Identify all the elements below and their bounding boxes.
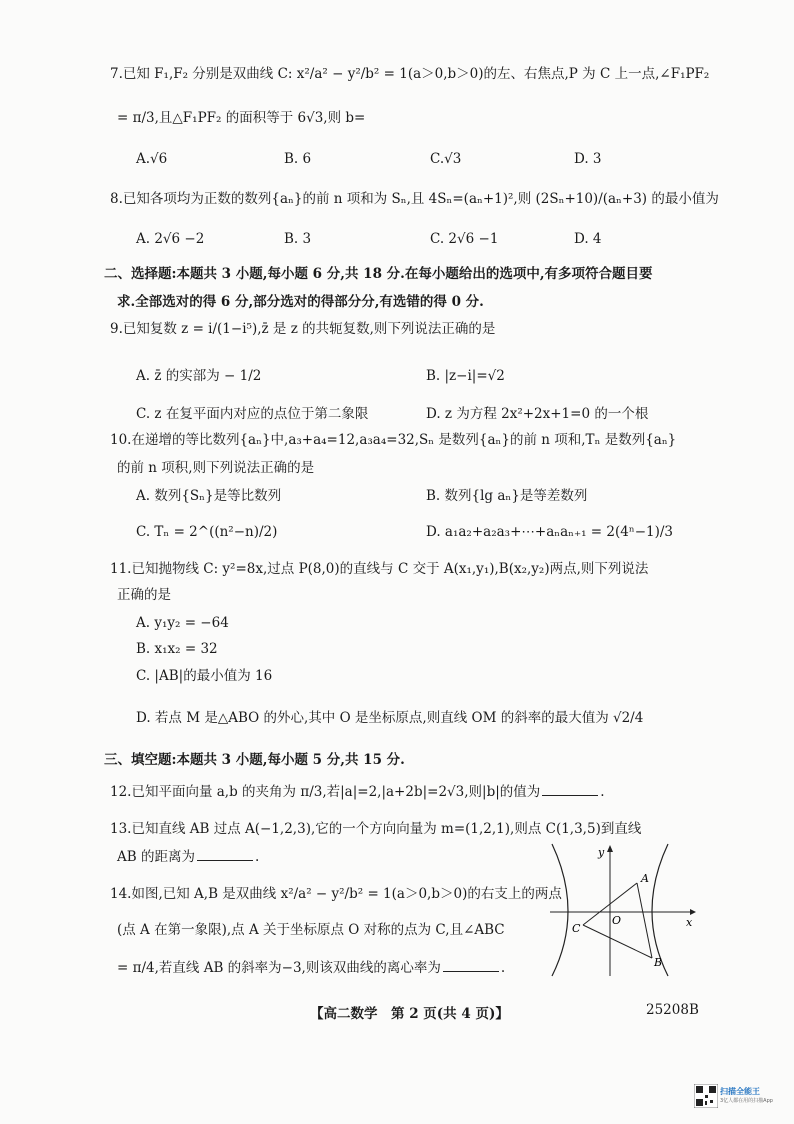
section3-heading: 三、填空题:本题共 3 小题,每小题 5 分,共 15 分. — [104, 752, 405, 768]
q14-line2: (点 A 在第一象限),点 A 关于坐标原点 O 对称的点为 C,且∠ABC — [117, 922, 505, 938]
q8-line1: 8.已知各项均为正数的数列{aₙ}的前 n 项和为 Sₙ,且 4Sₙ=(aₙ+1)²,则 (2Sₙ+10)/(aₙ+3) 的最小值为 — [110, 191, 719, 207]
point-b-label: B — [654, 956, 663, 969]
q11-line2: 正确的是 — [117, 587, 171, 603]
origin-label: O — [612, 914, 622, 927]
q10-option-a: A. 数列{Sₙ}是等比数列 — [136, 488, 282, 504]
q14-line1: 14.如图,已知 A,B 是双曲线 x²/a² − y²/b² = 1(a＞0,b＞0)的右支上的两点 — [110, 886, 562, 902]
q8-option-d: D. 4 — [574, 231, 602, 247]
q14-line3-text: = π/4,若直线 AB 的斜率为−3,则该双曲线的离心率为 — [117, 960, 441, 976]
point-c-label: C — [572, 922, 581, 935]
y-axis-label: y — [598, 846, 605, 859]
q10-option-d: D. a₁a₂+a₂a₃+⋯+aₙaₙ₊₁ = 2(4ⁿ−1)/3 — [426, 524, 674, 540]
q10-option-b: B. 数列{lg aₙ}是等差数列 — [426, 488, 588, 504]
q8-option-a: A. 2√6 −2 — [136, 231, 205, 247]
q7-option-d: D. 3 — [574, 151, 602, 167]
paper-code: 25208B — [646, 1002, 699, 1018]
point-a-label: A — [641, 872, 649, 885]
q11-option-c: C. |AB|的最小值为 16 — [136, 668, 273, 684]
q7-line2: = π/3,且△F₁PF₂ 的面积等于 6√3,则 b= — [117, 110, 366, 126]
x-axis-label: x — [686, 916, 693, 929]
answer-blank — [542, 794, 598, 796]
q11-option-d: D. 若点 M 是△ABO 的外心,其中 O 是坐标原点,则直线 OM 的斜率的最大值为 √2/4 — [136, 710, 644, 726]
q7-option-a: A.√6 — [136, 151, 168, 167]
page-footer: 【高二数学 第 2 页(共 4 页)】 — [310, 1006, 509, 1022]
segment-cb — [583, 925, 652, 958]
qr-code-icon — [694, 1084, 718, 1108]
q9-option-a: A. z̄ 的实部为 − 1/2 — [136, 368, 262, 384]
q8-option-c: C. 2√6 −1 — [430, 231, 499, 247]
q9-line1: 9.已知复数 z = i/(1−i⁵),z̄ 是 z 的共轭复数,则下列说法正确的是 — [110, 321, 496, 337]
scanner-app-badge — [720, 1086, 780, 1108]
q11-option-b: B. x₁x₂ = 32 — [136, 641, 218, 657]
q11-option-a: A. y₁y₂ = −64 — [136, 615, 229, 631]
q13-line1: 13.已知直线 AB 过点 A(−1,2,3),它的一个方向向量为 m=(1,2,1),则点 C(1,3,5)到直线 — [110, 821, 642, 837]
hyperbola-figure — [548, 842, 698, 978]
q12-line: 12.已知平面向量 a,b 的夹角为 π/3,若|a|=2,|a+2b|=2√3,则|b|的值为 . — [110, 784, 605, 800]
scanner-app-title: 扫描全能王 — [720, 1087, 760, 1096]
segment-ab — [637, 883, 652, 958]
q7-option-b: B. 6 — [284, 151, 312, 167]
answer-blank — [443, 970, 499, 972]
q8-option-b: B. 3 — [284, 231, 312, 247]
hyperbola-left-branch — [552, 844, 568, 976]
q10-line2: 的前 n 项积,则下列说法正确的是 — [117, 460, 315, 476]
q12-text: 12.已知平面向量 a,b 的夹角为 π/3,若|a|=2,|a+2b|=2√3,则|b|的值为 — [110, 784, 541, 800]
y-axis-arrow — [607, 845, 613, 852]
q10-line1: 10.在递增的等比数列{aₙ}中,a₃+a₄=12,a₃a₄=32,Sₙ 是数列{aₙ}的前 n 项和,Tₙ 是数列{aₙ} — [110, 432, 677, 448]
x-axis-arrow — [690, 909, 696, 915]
q9-option-c: C. z 在复平面内对应的点位于第二象限 — [136, 406, 369, 422]
q7-line1: 7.已知 F₁,F₂ 分别是双曲线 C: x²/a² − y²/b² = 1(a＞0,b＞0)的左、右焦点,P 为 C 上一点,∠F₁PF₂ — [110, 66, 710, 82]
q9-option-d: D. z 为方程 2x²+2x+1=0 的一个根 — [426, 406, 649, 422]
q14-line3: = π/4,若直线 AB 的斜率为−3,则该双曲线的离心率为 . — [117, 960, 506, 976]
q13-line2: AB 的距离为 . — [117, 849, 260, 865]
q10-option-c: C. Tₙ = 2^((n²−n)/2) — [136, 524, 278, 540]
answer-blank — [197, 859, 253, 861]
q11-line1: 11.已知抛物线 C: y²=8x,过点 P(8,0)的直线与 C 交于 A(x₁,y₁),B(x₂,y₂)两点,则下列说法 — [110, 561, 649, 577]
q13-line2-text: AB 的距离为 — [117, 849, 195, 865]
scanner-app-slogan: 3亿人都在用的扫描App — [720, 1098, 773, 1104]
q7-option-c: C.√3 — [430, 151, 462, 167]
section2-heading-line2: 求.全部选对的得 6 分,部分选对的得部分分,有选错的得 0 分. — [117, 294, 484, 310]
q9-option-b: B. |z−i|=√2 — [426, 368, 505, 384]
section2-heading-line1: 二、选择题:本题共 3 小题,每小题 6 分,共 18 分.在每小题给出的选项中,有多项符合题目要 — [104, 266, 653, 282]
